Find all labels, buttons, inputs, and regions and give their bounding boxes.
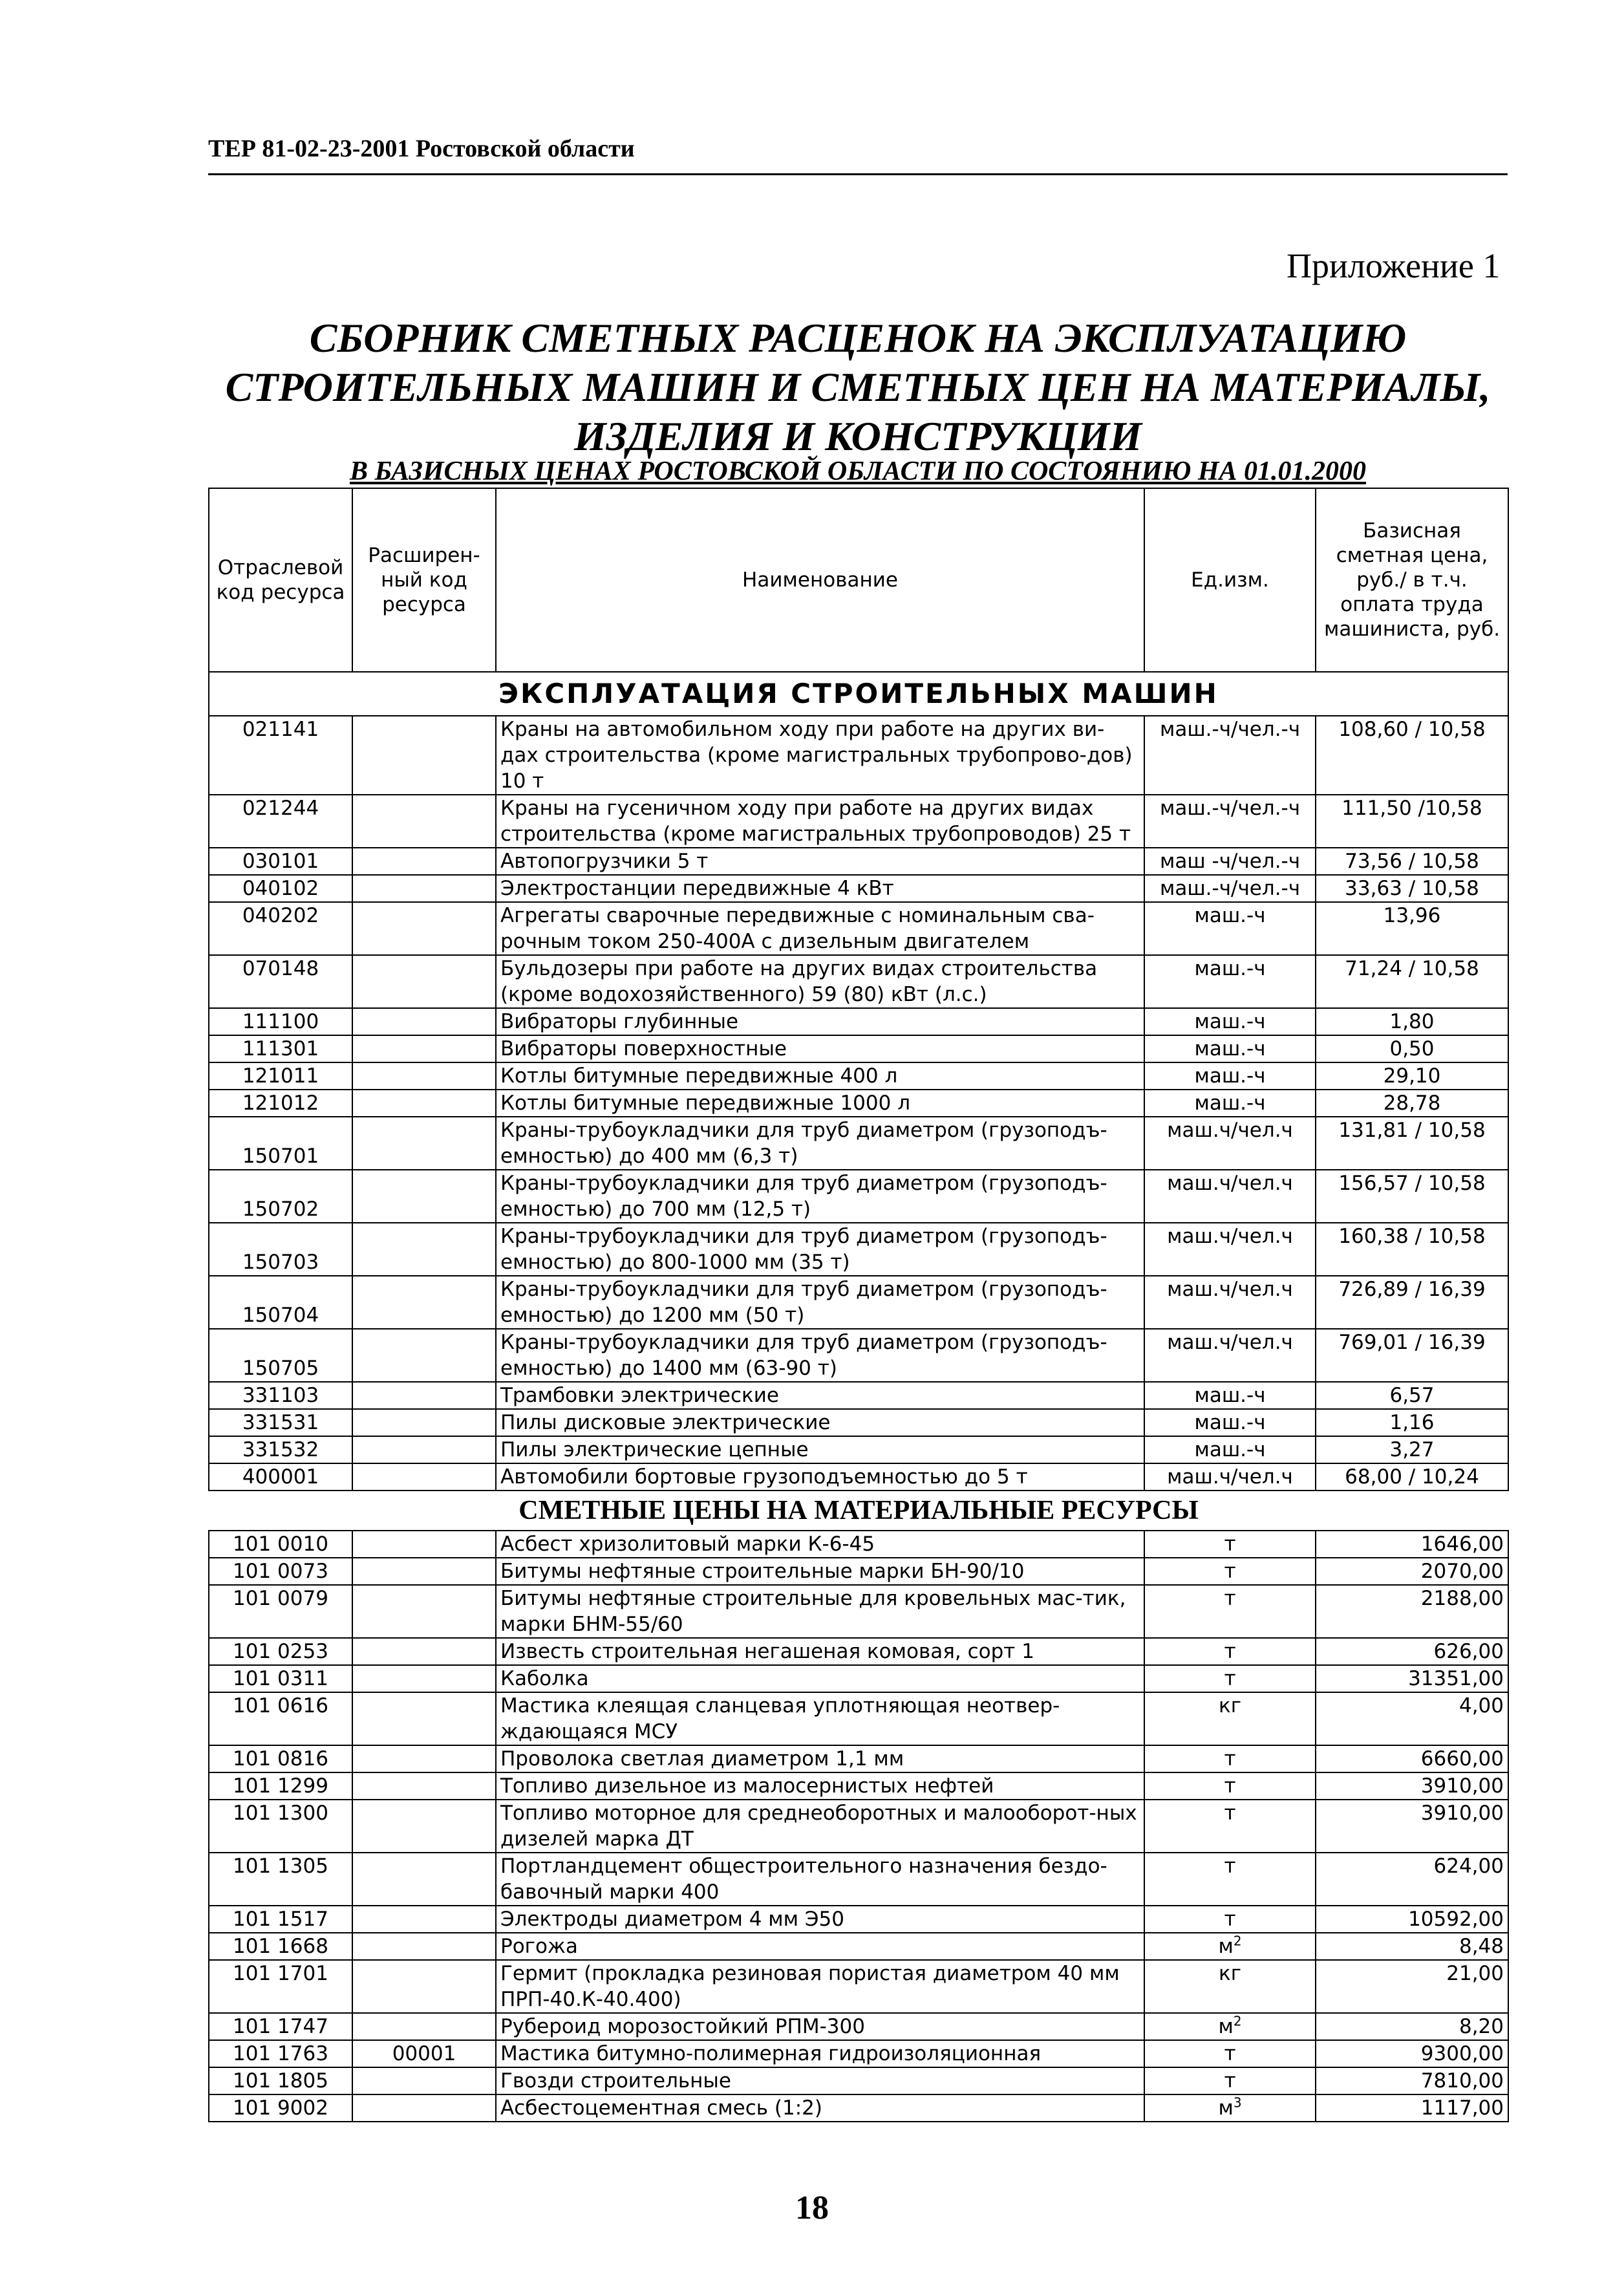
- extended-code-cell: [352, 1409, 496, 1436]
- section-title-machines: ЭКСПЛУАТАЦИЯ СТРОИТЕЛЬНЫХ МАШИН: [209, 672, 1508, 716]
- resource-name-cell: Известь строительная негашеная комовая, сорт 1: [496, 1638, 1144, 1665]
- unit-cell: маш -ч/чел.-ч: [1144, 848, 1316, 875]
- resource-name-cell: Бульдозеры при работе на других видах строительства (кроме водохозяйственного) 59 (80) кВт (л.с.): [496, 955, 1144, 1008]
- column-header-ext-code: Расширен-ный код ресурса: [352, 488, 496, 672]
- resource-name-cell: Краны-трубоукладчики для труб диаметром (грузоподъ-емностью) до 800-1000 мм (35 т): [496, 1223, 1144, 1276]
- unit-cell: т: [1144, 1906, 1316, 1933]
- price-cell: 3910,00: [1316, 1800, 1508, 1853]
- extended-code-cell: [352, 1117, 496, 1170]
- unit-cell: маш.ч/чел.ч: [1144, 1276, 1316, 1329]
- resource-code-cell: 150703: [209, 1223, 352, 1276]
- subtitle: В БАЗИСНЫХ ЦЕНАХ РОСТОВСКОЙ ОБЛАСТИ ПО СОСТОЯНИЮ НА 01.01.2000: [349, 457, 1367, 486]
- extended-code-cell: [352, 2094, 496, 2122]
- resource-code-cell: 101 0311: [209, 1665, 352, 1692]
- resource-name-cell: Агрегаты сварочные передвижные с номинальным сва-рочным током 250-400А с дизельным двигателем: [496, 902, 1144, 955]
- price-cell: 1646,00: [1316, 1531, 1508, 1558]
- extended-code-cell: [352, 1008, 496, 1035]
- resource-code-cell: 101 1668: [209, 1933, 352, 1960]
- unit-cell: маш.-ч: [1144, 1035, 1316, 1062]
- table-row: [209, 1665, 1508, 1692]
- unit-cell: т: [1144, 1745, 1316, 1772]
- resource-name-cell: Мастика клеящая сланцевая уплотняющая неотвер-ждающаяся МСУ: [496, 1692, 1144, 1745]
- resource-code-cell: 040202: [209, 902, 352, 955]
- resource-code-cell: 101 0616: [209, 1692, 352, 1745]
- price-cell: 7810,00: [1316, 2067, 1508, 2094]
- resource-code-cell: 021141: [209, 716, 352, 795]
- resource-code-cell: 101 1805: [209, 2067, 352, 2094]
- extended-code-cell: [352, 1436, 496, 1463]
- unit-cell: маш.-ч: [1144, 1436, 1316, 1463]
- table-row: [209, 848, 1508, 875]
- unit-exponent: 2: [1233, 2013, 1242, 2029]
- table-row: [209, 1638, 1508, 1665]
- section-row-machines: [209, 672, 1508, 716]
- price-cell: 13,96: [1316, 902, 1508, 955]
- price-cell: 9300,00: [1316, 2040, 1508, 2067]
- price-cell: 4,00: [1316, 1692, 1508, 1745]
- unit-cell: маш.ч/чел.ч: [1144, 1117, 1316, 1170]
- header-divider: [208, 173, 1508, 175]
- resource-code-cell: 101 1517: [209, 1906, 352, 1933]
- resource-name-cell: Котлы битумные передвижные 400 л: [496, 1062, 1144, 1090]
- unit-cell: маш.-ч: [1144, 1409, 1316, 1436]
- resource-name-cell: Топливо дизельное из малосернистых нефтей: [496, 1772, 1144, 1800]
- document-code-header: ТЕР 81-02-23-2001 Ростовской области: [208, 135, 635, 162]
- extended-code-cell: [352, 1463, 496, 1491]
- title-line-2: СТРОИТЕЛЬНЫХ МАШИН И СМЕТНЫХ ЦЕН НА МАТЕРИАЛЫ,: [225, 364, 1491, 410]
- price-cell: 156,57 / 10,58: [1316, 1170, 1508, 1223]
- resource-name-cell: Электростанции передвижные 4 кВт: [496, 875, 1144, 902]
- unit-cell: маш.ч/чел.ч: [1144, 1463, 1316, 1491]
- unit-cell: маш.-ч: [1144, 1090, 1316, 1117]
- unit-cell: т: [1144, 1665, 1316, 1692]
- unit-cell: маш.-ч: [1144, 1008, 1316, 1035]
- table-row: [209, 1692, 1508, 1745]
- extended-code-cell: [352, 902, 496, 955]
- unit-cell: т: [1144, 1800, 1316, 1853]
- resource-code-cell: 101 0816: [209, 1745, 352, 1772]
- unit-cell: [1144, 2013, 1316, 2040]
- unit-cell: маш.-ч/чел.-ч: [1144, 795, 1316, 848]
- resource-code-cell: 030101: [209, 848, 352, 875]
- price-cell: 3,27: [1316, 1436, 1508, 1463]
- table-row: [209, 1170, 1508, 1223]
- table-row: [209, 1960, 1508, 2013]
- table-row: [209, 795, 1508, 848]
- resource-name-cell: Топливо моторное для среднеоборотных и малооборот-ных дизелей марка ДТ: [496, 1800, 1144, 1853]
- price-cell: 73,56 / 10,58: [1316, 848, 1508, 875]
- extended-code-cell: [352, 848, 496, 875]
- resource-name-cell: Автопогрузчики 5 т: [496, 848, 1144, 875]
- extended-code-cell: [352, 1329, 496, 1382]
- unit-exponent: 3: [1233, 2094, 1242, 2111]
- table-row: [209, 875, 1508, 902]
- resource-name-cell: Пилы электрические цепные: [496, 1436, 1144, 1463]
- extended-code-cell: [352, 1800, 496, 1853]
- column-header-price: Базисная сметная цена, руб./ в т.ч. оплата труда машиниста, руб.: [1316, 488, 1508, 672]
- resource-code-cell: 101 0073: [209, 1558, 352, 1585]
- resource-code-cell: 331103: [209, 1382, 352, 1409]
- resource-code-cell: 101 0010: [209, 1531, 352, 1558]
- extended-code-cell: [352, 1692, 496, 1745]
- table-row: [209, 1329, 1508, 1382]
- unit-cell: т: [1144, 1853, 1316, 1906]
- extended-code-cell: [352, 1960, 496, 2013]
- price-cell: 769,01 / 16,39: [1316, 1329, 1508, 1382]
- price-cell: 28,78: [1316, 1090, 1508, 1117]
- table-row: [209, 1906, 1508, 1933]
- column-header-unit: Ед.изм.: [1144, 488, 1316, 672]
- price-cell: 131,81 / 10,58: [1316, 1117, 1508, 1170]
- price-cell: 33,63 / 10,58: [1316, 875, 1508, 902]
- resource-name-cell: Рубероид морозостойкий РПМ-300: [496, 2013, 1144, 2040]
- resource-code-cell: 331531: [209, 1409, 352, 1436]
- resource-code-cell: 101 1763: [209, 2040, 352, 2067]
- resource-code-cell: 150702: [209, 1170, 352, 1223]
- table-row: [209, 1585, 1508, 1638]
- price-cell: 6660,00: [1316, 1745, 1508, 1772]
- resource-name-cell: Асбестоцементная смесь (1:2): [496, 2094, 1144, 2122]
- resource-code-cell: 150704: [209, 1276, 352, 1329]
- extended-code-cell: [352, 1223, 496, 1276]
- price-cell: 21,00: [1316, 1960, 1508, 2013]
- resource-name-cell: Гермит (прокладка резиновая пористая диаметром 40 мм ПРП-40.К-40.400): [496, 1960, 1144, 2013]
- price-cell: 1,16: [1316, 1409, 1508, 1436]
- resource-code-cell: 101 1300: [209, 1800, 352, 1853]
- unit-cell: маш.-ч: [1144, 1382, 1316, 1409]
- unit-cell: маш.-ч: [1144, 955, 1316, 1008]
- price-cell: 1117,00: [1316, 2094, 1508, 2122]
- resource-name-cell: Трамбовки электрические: [496, 1382, 1144, 1409]
- resource-name-cell: Краны-трубоукладчики для труб диаметром (грузоподъ-емностью) до 1200 мм (50 т): [496, 1276, 1144, 1329]
- resource-name-cell: Мастика битумно-полимерная гидроизоляционная: [496, 2040, 1144, 2067]
- price-cell: 160,38 / 10,58: [1316, 1223, 1508, 1276]
- unit-cell: т: [1144, 1772, 1316, 1800]
- price-cell: 3910,00: [1316, 1772, 1508, 1800]
- table-row: [209, 1800, 1508, 1853]
- price-cell: 111,50 /10,58: [1316, 795, 1508, 848]
- resource-name-cell: Рогожа: [496, 1933, 1144, 1960]
- price-cell: 2070,00: [1316, 1558, 1508, 1585]
- unit-text: м: [1218, 2015, 1234, 2038]
- table-row: [209, 1558, 1508, 1585]
- title-line-3: ИЗДЕЛИЯ И КОНСТРУКЦИИ: [573, 413, 1142, 459]
- extended-code-cell: [352, 1558, 496, 1585]
- resource-code-cell: 101 1299: [209, 1772, 352, 1800]
- table-row: [209, 902, 1508, 955]
- table-row: [209, 716, 1508, 795]
- extended-code-cell: [352, 1035, 496, 1062]
- resource-code-cell: 331532: [209, 1436, 352, 1463]
- extended-code-cell: [352, 1772, 496, 1800]
- table-row: [209, 2067, 1508, 2094]
- resource-name-cell: Краны-трубоукладчики для труб диаметром (грузоподъ-емностью) до 700 мм (12,5 т): [496, 1170, 1144, 1223]
- price-cell: 29,10: [1316, 1062, 1508, 1090]
- extended-code-cell: [352, 1853, 496, 1906]
- resource-name-cell: Краны на гусеничном ходу при работе на других видах строительства (кроме магистральных трубопроводов) 25 т: [496, 795, 1144, 848]
- table-row: [209, 1382, 1508, 1409]
- extended-code-cell: [352, 1933, 496, 1960]
- resource-name-cell: Котлы битумные передвижные 1000 л: [496, 1090, 1144, 1117]
- price-cell: 71,24 / 10,58: [1316, 955, 1508, 1008]
- table-row: [209, 2094, 1508, 2122]
- section-row-materials: [209, 1491, 1508, 1531]
- resource-code-cell: 111100: [209, 1008, 352, 1035]
- extended-code-cell: [352, 1906, 496, 1933]
- unit-cell: т: [1144, 1585, 1316, 1638]
- extended-code-cell: [352, 1638, 496, 1665]
- resource-name-cell: Краны-трубоукладчики для труб диаметром (грузоподъ-емностью) до 1400 мм (63-90 т): [496, 1329, 1144, 1382]
- table-row: [209, 1745, 1508, 1772]
- resource-name-cell: Каболка: [496, 1665, 1144, 1692]
- unit-cell: [1144, 2094, 1316, 2122]
- resource-code-cell: 021244: [209, 795, 352, 848]
- resource-name-cell: Вибраторы поверхностные: [496, 1035, 1144, 1062]
- unit-cell: т: [1144, 1558, 1316, 1585]
- extended-code-cell: [352, 716, 496, 795]
- table-row: [209, 1117, 1508, 1170]
- price-cell: 108,60 / 10,58: [1316, 716, 1508, 795]
- unit-cell: т: [1144, 1531, 1316, 1558]
- resource-code-cell: 400001: [209, 1463, 352, 1491]
- extended-code-cell: [352, 1090, 496, 1117]
- resource-code-cell: 111301: [209, 1035, 352, 1062]
- table-row: [209, 2013, 1508, 2040]
- resource-code-cell: 101 1701: [209, 1960, 352, 2013]
- extended-code-cell: [352, 1276, 496, 1329]
- table-row: [209, 2040, 1508, 2067]
- resource-name-cell: Пилы дисковые электрические: [496, 1409, 1144, 1436]
- unit-cell: кг: [1144, 1692, 1316, 1745]
- extended-code-cell: [352, 1531, 496, 1558]
- resource-code-cell: 070148: [209, 955, 352, 1008]
- table-row: [209, 1223, 1508, 1276]
- resource-code-cell: 101 0079: [209, 1585, 352, 1638]
- price-cell: 68,00 / 10,24: [1316, 1463, 1508, 1491]
- price-cell: 31351,00: [1316, 1665, 1508, 1692]
- table-row: [209, 1035, 1508, 1062]
- appendix-label: Приложение 1: [1287, 246, 1501, 285]
- table-row: [209, 1436, 1508, 1463]
- unit-cell: т: [1144, 1638, 1316, 1665]
- price-cell: 0,50: [1316, 1035, 1508, 1062]
- resource-name-cell: Краны-трубоукладчики для труб диаметром (грузоподъ-емностью) до 400 мм (6,3 т): [496, 1117, 1144, 1170]
- extended-code-cell: [352, 2013, 496, 2040]
- unit-cell: т: [1144, 2040, 1316, 2067]
- resource-name-cell: Автомобили бортовые грузоподъемностью до 5 т: [496, 1463, 1144, 1491]
- extended-code-cell: [352, 1585, 496, 1638]
- price-cell: 8,20: [1316, 2013, 1508, 2040]
- unit-exponent: 2: [1233, 1933, 1242, 1949]
- unit-cell: маш.ч/чел.ч: [1144, 1223, 1316, 1276]
- unit-cell: маш.ч/чел.ч: [1144, 1170, 1316, 1223]
- unit-cell: маш.-ч: [1144, 902, 1316, 955]
- resource-code-cell: 101 0253: [209, 1638, 352, 1665]
- page-number: 18: [795, 2190, 829, 2226]
- table-row: [209, 1772, 1508, 1800]
- extended-code-cell: [352, 795, 496, 848]
- unit-cell: маш.-ч/чел.-ч: [1144, 716, 1316, 795]
- resource-code-cell: 150705: [209, 1329, 352, 1382]
- resource-code-cell: 121012: [209, 1090, 352, 1117]
- price-cell: 726,89 / 16,39: [1316, 1276, 1508, 1329]
- table-row: [209, 1463, 1508, 1491]
- unit-cell: [1144, 1933, 1316, 1960]
- resource-code-cell: 101 9002: [209, 2094, 352, 2122]
- table-row: [209, 1008, 1508, 1035]
- resource-code-cell: 121011: [209, 1062, 352, 1090]
- resource-name-cell: Битумы нефтяные строительные марки БН-90/10: [496, 1558, 1144, 1585]
- price-cell: 8,48: [1316, 1933, 1508, 1960]
- price-cell: 2188,00: [1316, 1585, 1508, 1638]
- table-row: [209, 1933, 1508, 1960]
- unit-cell: т: [1144, 2067, 1316, 2094]
- unit-cell: маш.-ч: [1144, 1062, 1316, 1090]
- column-header-code: Отраслевой код ресурса: [209, 488, 352, 672]
- unit-text: м: [1218, 2096, 1234, 2120]
- table-row: [209, 955, 1508, 1008]
- price-cell: 6,57: [1316, 1382, 1508, 1409]
- resource-code-cell: 101 1747: [209, 2013, 352, 2040]
- resource-name-cell: Проволока светлая диаметром 1,1 мм: [496, 1745, 1144, 1772]
- extended-code-cell: [352, 1745, 496, 1772]
- extended-code-cell: 00001: [352, 2040, 496, 2067]
- extended-code-cell: [352, 875, 496, 902]
- resources-table: [208, 488, 1509, 2122]
- unit-cell: кг: [1144, 1960, 1316, 2013]
- table-row: [209, 1090, 1508, 1117]
- extended-code-cell: [352, 1062, 496, 1090]
- resource-code-cell: 150701: [209, 1117, 352, 1170]
- extended-code-cell: [352, 1665, 496, 1692]
- price-cell: 1,80: [1316, 1008, 1508, 1035]
- extended-code-cell: [352, 1382, 496, 1409]
- resource-name-cell: Электроды диаметром 4 мм Э50: [496, 1906, 1144, 1933]
- extended-code-cell: [352, 2067, 496, 2094]
- title-line-1: СБОРНИК СМЕТНЫХ РАСЦЕНОК НА ЭКСПЛУАТАЦИЮ: [309, 315, 1407, 361]
- section-title-materials: СМЕТНЫЕ ЦЕНЫ НА МАТЕРИАЛЬНЫЕ РЕСУРСЫ: [209, 1491, 1508, 1531]
- resource-code-cell: 101 1305: [209, 1853, 352, 1906]
- extended-code-cell: [352, 955, 496, 1008]
- unit-cell: маш.-ч/чел.-ч: [1144, 875, 1316, 902]
- resource-name-cell: Краны на автомобильном ходу при работе на других ви-дах строительства (кроме магистральных трубопрово-дов) 10 т: [496, 716, 1144, 795]
- unit-text: м: [1218, 1935, 1234, 1958]
- price-cell: 10592,00: [1316, 1906, 1508, 1933]
- resource-name-cell: Гвозди строительные: [496, 2067, 1144, 2094]
- table-row: [209, 1276, 1508, 1329]
- resource-name-cell: Вибраторы глубинные: [496, 1008, 1144, 1035]
- resource-name-cell: Битумы нефтяные строительные для кровельных мас-тик, марки БНМ-55/60: [496, 1585, 1144, 1638]
- resource-code-cell: 040102: [209, 875, 352, 902]
- table-row: [209, 1062, 1508, 1090]
- column-header-name: Наименование: [496, 488, 1144, 672]
- unit-cell: маш.ч/чел.ч: [1144, 1329, 1316, 1382]
- resource-name-cell: Асбест хризолитовый марки К-6-45: [496, 1531, 1144, 1558]
- table-row: [209, 1409, 1508, 1436]
- resource-name-cell: Портландцемент общестроительного назначения бездо-бавочный марки 400: [496, 1853, 1144, 1906]
- table-row: [209, 1853, 1508, 1906]
- price-cell: 626,00: [1316, 1638, 1508, 1665]
- table-header-row: [209, 488, 1508, 672]
- table-row: [209, 1531, 1508, 1558]
- extended-code-cell: [352, 1170, 496, 1223]
- price-cell: 624,00: [1316, 1853, 1508, 1906]
